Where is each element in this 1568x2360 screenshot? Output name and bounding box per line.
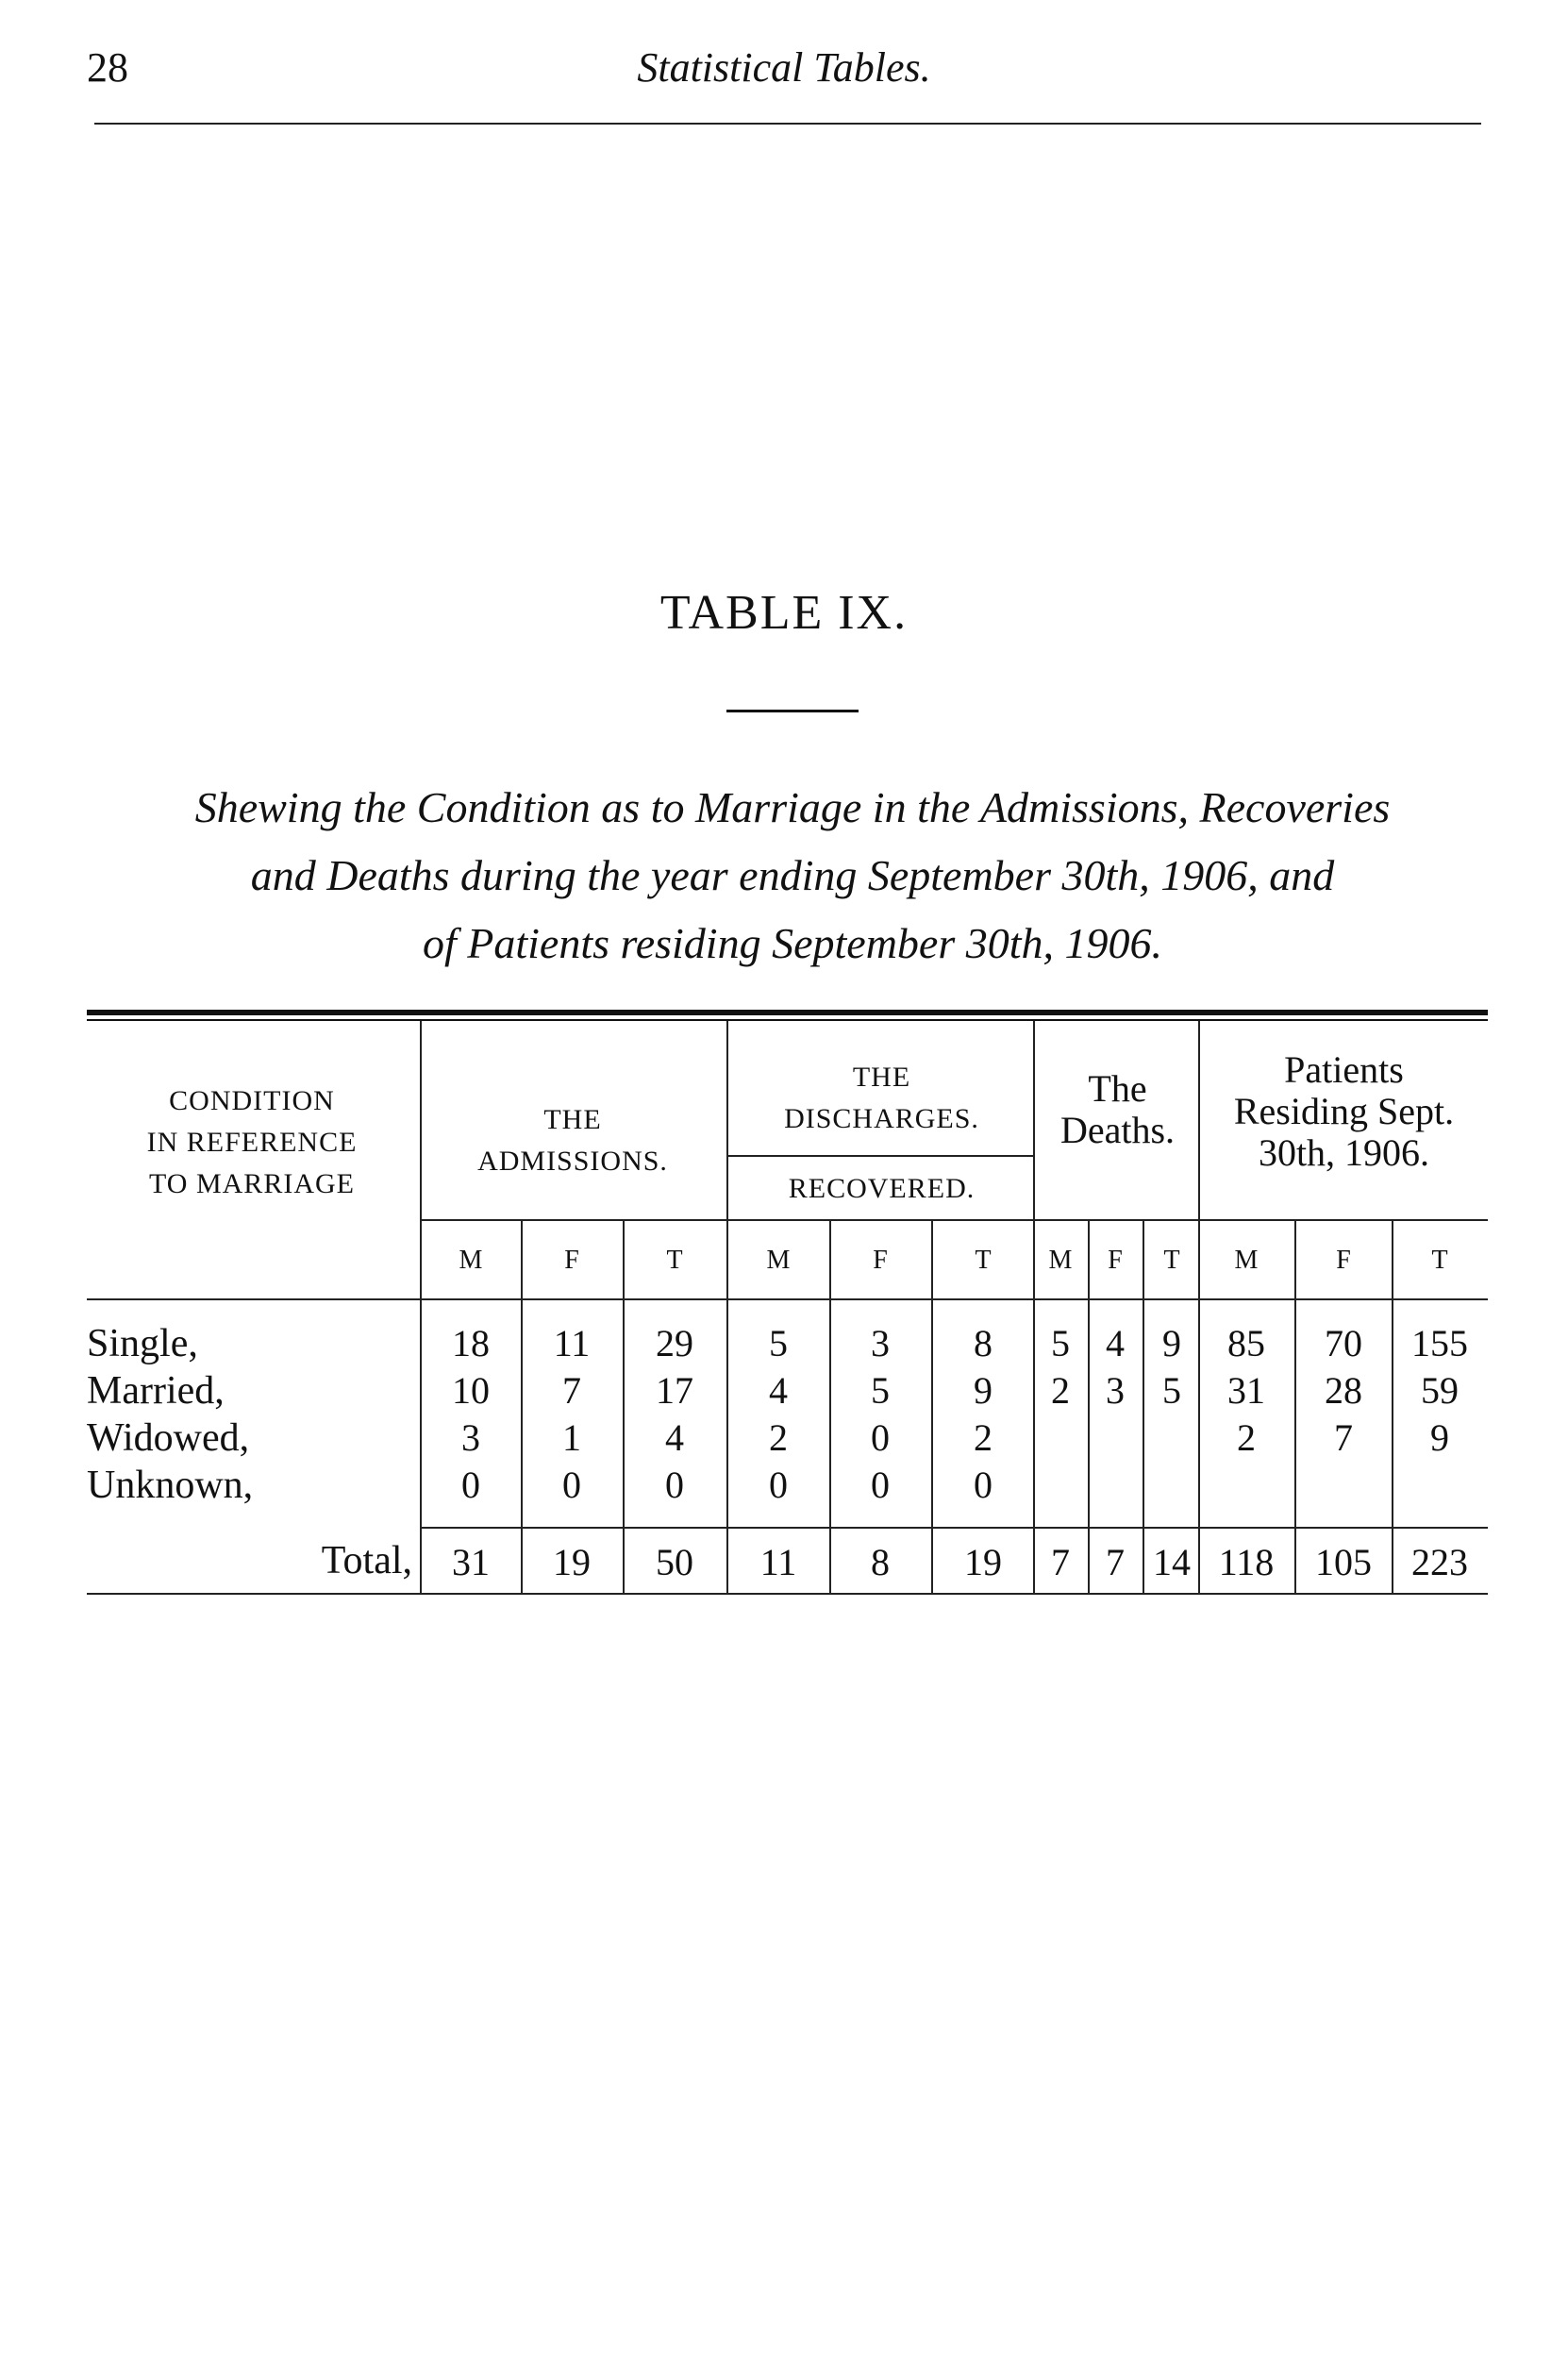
title-rule xyxy=(726,710,859,712)
statistical-table xyxy=(87,1010,1488,1595)
column-rule xyxy=(1198,1021,1200,1593)
column-rule xyxy=(521,1219,523,1593)
table-cell: 70 xyxy=(1325,1322,1362,1364)
table-cell: 59 xyxy=(1421,1369,1459,1412)
table-cell: 4 xyxy=(1106,1322,1125,1364)
recovered-rule xyxy=(728,1155,1035,1157)
column-rule xyxy=(623,1219,625,1593)
table-cell: 9 xyxy=(974,1369,993,1412)
table-cell: 31 xyxy=(1227,1369,1265,1412)
table-cell: 18 xyxy=(452,1322,490,1364)
table-cell: 3 xyxy=(871,1322,890,1364)
table-cell: 2 xyxy=(974,1416,993,1459)
table-cell: 4 xyxy=(769,1369,788,1412)
column-rule xyxy=(420,1021,422,1593)
subheader-cell: T xyxy=(1431,1246,1448,1275)
table-cell: 0 xyxy=(562,1464,581,1506)
table-cell: 0 xyxy=(769,1464,788,1506)
row-label-total: Total, xyxy=(321,1539,412,1582)
subheader-cell: M xyxy=(1234,1246,1259,1275)
subheader-cell: M xyxy=(1048,1246,1073,1275)
column-rule xyxy=(1294,1219,1296,1593)
total-cell: 223 xyxy=(1411,1541,1468,1583)
table-cell: 1 xyxy=(562,1416,581,1459)
header-deaths: The Deaths. xyxy=(1059,1067,1176,1151)
header-rule xyxy=(94,123,1481,125)
column-rule xyxy=(829,1219,831,1593)
total-cell: 50 xyxy=(656,1541,693,1583)
subheader-cell: M xyxy=(459,1246,483,1275)
table-caption xyxy=(85,774,1500,978)
table-cell: 0 xyxy=(974,1464,993,1506)
row-label-unknown: Unknown, xyxy=(87,1464,254,1507)
total-cell: 105 xyxy=(1315,1541,1372,1583)
total-cell: 7 xyxy=(1051,1541,1070,1583)
subheader-top-rule xyxy=(422,1219,1488,1221)
table-cell: 9 xyxy=(1162,1322,1181,1364)
table-cell: 3 xyxy=(1106,1369,1125,1412)
table-cell: 11 xyxy=(553,1322,591,1364)
subheader-cell: F xyxy=(1336,1246,1351,1275)
subheader-cell: M xyxy=(766,1246,791,1275)
total-top-rule xyxy=(422,1527,1488,1529)
total-cell: 11 xyxy=(759,1541,797,1583)
table-cell: 7 xyxy=(562,1369,581,1412)
subheader-cell: F xyxy=(1108,1246,1123,1275)
table-cell: 28 xyxy=(1325,1369,1362,1412)
row-label-married: Married, xyxy=(87,1369,225,1413)
table-cell: 2 xyxy=(1051,1369,1070,1412)
table-top-rule-thin xyxy=(87,1019,1488,1021)
header-condition: CONDITION IN REFERENCE TO MARRIAGE xyxy=(146,1085,358,1199)
table-cell: 85 xyxy=(1227,1322,1265,1364)
table-bottom-rule xyxy=(87,1593,1488,1595)
table-cell: 10 xyxy=(452,1369,490,1412)
table-title: TABLE IX. xyxy=(659,586,909,640)
total-cell: 31 xyxy=(452,1541,490,1583)
total-cell: 14 xyxy=(1153,1541,1191,1583)
caption-line: of Patients residing September 30th, 1906. xyxy=(422,919,1163,967)
row-label-single: Single, xyxy=(87,1322,198,1365)
header-discharges: THE DISCHARGES. xyxy=(784,1062,979,1134)
table-cell: 155 xyxy=(1411,1322,1468,1364)
table-cell: 5 xyxy=(871,1369,890,1412)
page-number: 28 xyxy=(87,44,128,91)
header-bottom-rule xyxy=(87,1298,1488,1300)
table-cell: 0 xyxy=(665,1464,684,1506)
table-cell: 4 xyxy=(665,1416,684,1459)
column-rule xyxy=(931,1219,933,1593)
table-cell: 8 xyxy=(974,1322,993,1364)
table-cell: 0 xyxy=(871,1416,890,1459)
table-cell: 0 xyxy=(871,1464,890,1506)
total-cell: 19 xyxy=(964,1541,1002,1583)
subheader-cell: T xyxy=(1163,1246,1180,1275)
total-cell: 8 xyxy=(871,1541,890,1583)
table-cell: 2 xyxy=(769,1416,788,1459)
header-residing: Patients Residing Sept. 30th, 1906. xyxy=(1233,1048,1455,1174)
subheader-cell: F xyxy=(873,1246,888,1275)
table-cell: 29 xyxy=(656,1322,693,1364)
column-rule xyxy=(1392,1219,1393,1593)
header-admissions: THE ADMISSIONS. xyxy=(477,1104,668,1177)
caption-line: and Deaths during the year ending September 30th, 1906, and xyxy=(250,851,1335,899)
table-cell: 2 xyxy=(1237,1416,1256,1459)
total-cell: 7 xyxy=(1106,1541,1125,1583)
caption-line: Shewing the Condition as to Marriage in the Admissions, Recoveries xyxy=(194,783,1391,831)
subheader-cell: F xyxy=(564,1246,579,1275)
table-cell: 5 xyxy=(769,1322,788,1364)
total-cell: 19 xyxy=(553,1541,591,1583)
table-top-rule xyxy=(87,1010,1488,1015)
column-rule xyxy=(1033,1021,1035,1593)
header-recovered: RECOVERED. xyxy=(788,1173,976,1204)
table-cell: 5 xyxy=(1162,1369,1181,1412)
table-cell: 5 xyxy=(1051,1322,1070,1364)
table-cell: 9 xyxy=(1430,1416,1449,1459)
subheader-cell: T xyxy=(975,1246,992,1275)
total-cell: 118 xyxy=(1218,1541,1275,1583)
table-cell: 17 xyxy=(656,1369,693,1412)
column-rule xyxy=(726,1021,728,1593)
subheader-cell: T xyxy=(666,1246,683,1275)
row-label-widowed: Widowed, xyxy=(87,1416,250,1460)
table-cell: 7 xyxy=(1334,1416,1353,1459)
running-head: Statistical Tables. xyxy=(637,44,931,91)
table-cell: 0 xyxy=(461,1464,480,1506)
table-cell: 3 xyxy=(461,1416,480,1459)
